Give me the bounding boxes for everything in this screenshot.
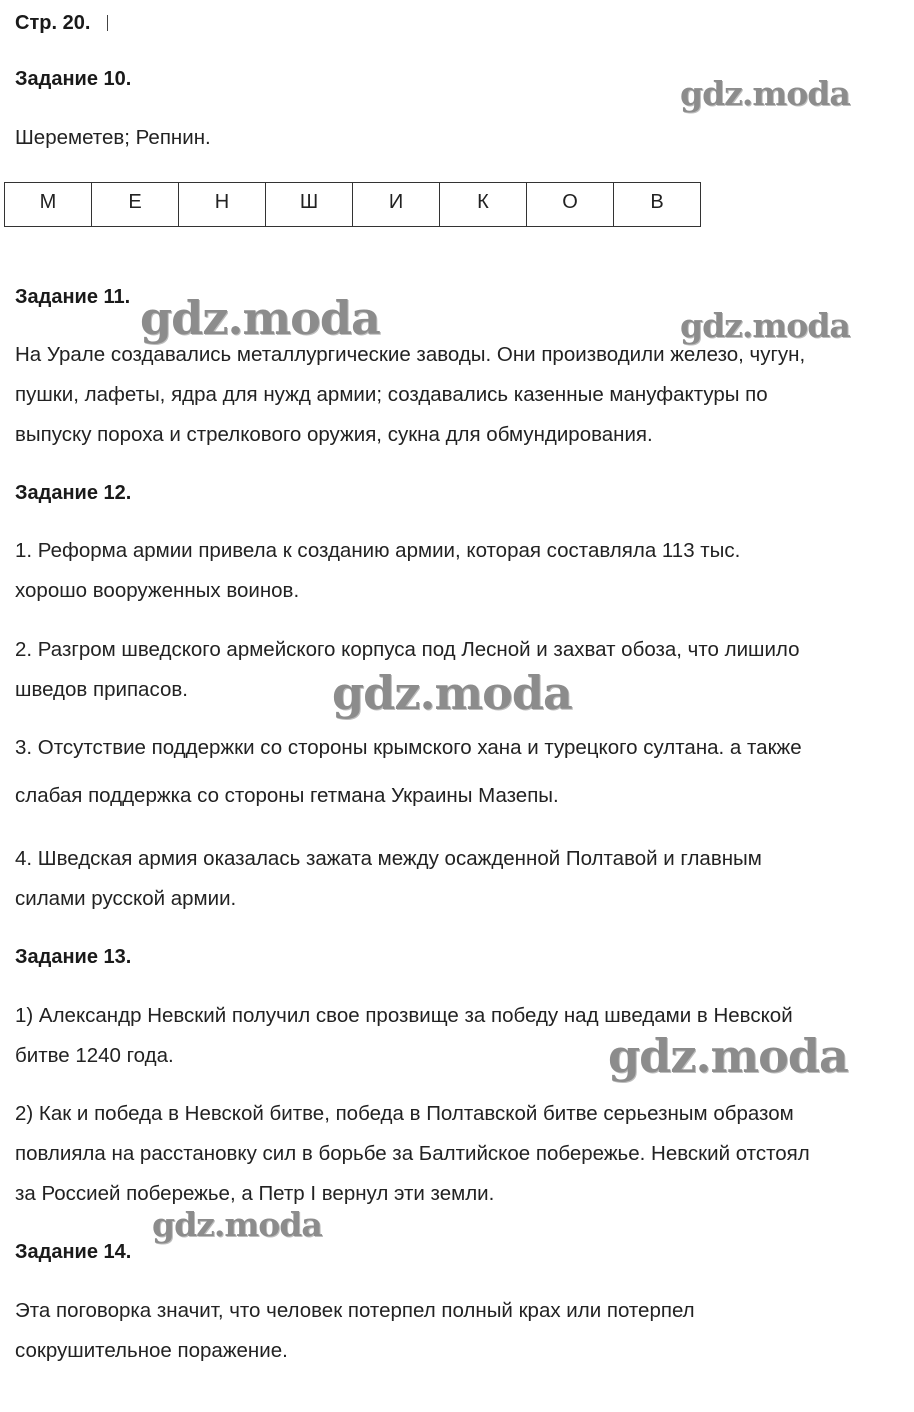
- task-11-line: выпуску пороха и стрелкового оружия, сукна для обмундирования.: [15, 423, 653, 446]
- letter-cell: В: [614, 183, 701, 227]
- task-12-item-2-line: шведов припасов.: [15, 678, 188, 701]
- task-12-item-3-line: 3. Отсутствие поддержки со стороны крымского хана и турецкого султана. а также: [15, 736, 802, 759]
- letter-cell: М: [5, 183, 92, 227]
- task-14-title: Задание 14.: [15, 1241, 132, 1263]
- task-14-line: сокрушительное поражение.: [15, 1339, 288, 1362]
- task-13-item-1-line: 1) Александр Невский получил свое прозвище за победу над шведами в Невской: [15, 1004, 793, 1027]
- letters-row: [5, 183, 701, 227]
- task-12-item-1-line: 1. Реформа армии привела к созданию армии, которая составляла 113 тыс.: [15, 539, 741, 562]
- task-12-item-3-line: слабая поддержка со стороны гетмана Украины Мазепы.: [15, 784, 559, 807]
- task-11-line: пушки, лафеты, ядра для нужд армии; создавались казенные мануфактуры по: [15, 383, 768, 406]
- letters-table: [4, 182, 701, 227]
- letter-cell: Ш: [266, 183, 353, 227]
- letter-cell: Н: [179, 183, 266, 227]
- task-13-item-2-line: 2) Как и победа в Невской битве, победа в Полтавской битве серьезным образом: [15, 1102, 794, 1125]
- page-reference: Стр. 20.: [15, 12, 91, 34]
- task-12-item-4-line: 4. Шведская армия оказалась зажата между осажденной Полтавой и главным: [15, 847, 762, 870]
- watermark-logo: gdz.moda: [608, 1029, 848, 1083]
- watermark-logo: gdz.moda: [140, 291, 380, 345]
- letter-cell: И: [353, 183, 440, 227]
- task-13-title: Задание 13.: [15, 946, 132, 968]
- task-12-title: Задание 12.: [15, 482, 132, 504]
- task-13-item-1-line: битве 1240 года.: [15, 1044, 174, 1067]
- task-11-line: На Урале создавались металлургические заводы. Они производили железо, чугун,: [15, 343, 806, 366]
- watermark-logo: gdz.moda: [680, 306, 850, 345]
- watermark-logo: gdz.moda: [332, 666, 572, 720]
- letter-cell: О: [527, 183, 614, 227]
- letter-cell: К: [440, 183, 527, 227]
- task-10-answer: Шереметев; Репнин.: [15, 126, 211, 149]
- task-13-item-2-line: повлияла на расстановку сил в борьбе за Балтийское побережье. Невский отстоял: [15, 1142, 810, 1165]
- task-10-title: Задание 10.: [15, 68, 132, 90]
- watermark-logo: gdz.moda: [680, 74, 850, 113]
- text-cursor: [107, 15, 108, 31]
- task-12-item-4-line: силами русской армии.: [15, 887, 237, 910]
- task-11-title: Задание 11.: [15, 286, 131, 308]
- task-12-item-1-line: хорошо вооруженных воинов.: [15, 579, 300, 602]
- task-13-item-2-line: за Россией побережье, а Петр I вернул эти земли.: [15, 1182, 495, 1205]
- letter-cell: Е: [92, 183, 179, 227]
- task-12-item-2-line: 2. Разгром шведского армейского корпуса под Лесной и захват обоза, что лишило: [15, 638, 800, 661]
- watermark-logo: gdz.moda: [152, 1205, 322, 1244]
- task-14-line: Эта поговорка значит, что человек потерпел полный крах или потерпел: [15, 1299, 695, 1322]
